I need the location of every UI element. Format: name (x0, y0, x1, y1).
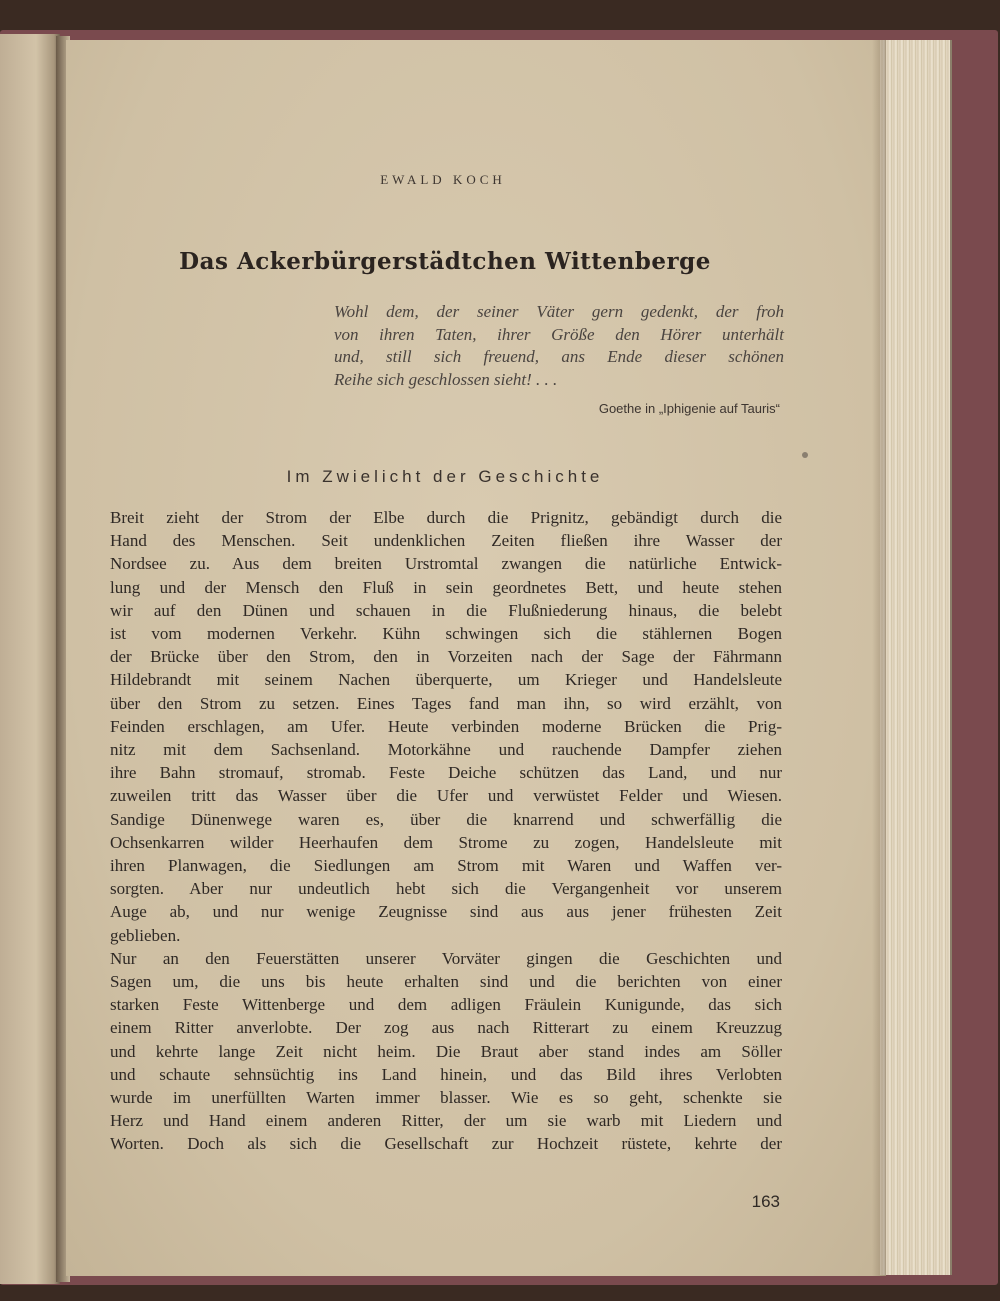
body-line: zuweilen tritt das Wasser über die Ufer und verwüstet Felder und Wiesen. (110, 786, 782, 806)
body-line: Ochsenkarren wilder Heerhaufen dem Strome zu zogen, Handelsleute mit (110, 832, 782, 852)
body-line: ihren Planwagen, die Siedlungen am Strom mit Waren und Waffen ver- (110, 856, 782, 876)
author-name: EWALD KOCH (380, 172, 506, 187)
body-line: wir auf den Dünen und schauen in die Flußniederung hinaus, die belebt (110, 600, 782, 620)
body-line: Feinden erschlagen, am Ufer. Heute verbinden moderne Brücken die Prig- (110, 716, 782, 736)
epigraph (334, 301, 784, 391)
body-line: Auge ab, und nur wenige Zeugnisse sind aus aus jener frühesten Zeit (110, 902, 782, 922)
body-line: Hand des Menschen. Seit undenklichen Zeiten fließen ihre Wasser der (110, 531, 782, 551)
body-line: Sagen um, die uns bis heute erhalten sind und die berichten von einer (110, 972, 782, 992)
body-line: geblieben. (110, 925, 181, 945)
epigraph-attribution: Goethe in „Iphigenie auf Tauris“ (598, 401, 780, 416)
body-line: der Brücke über den Strom, den in Vorzeiten nach der Sage der Fährmann (110, 647, 782, 667)
body-line: nitz mit dem Sachsenland. Motorkähne und rauchende Dampfer ziehen (110, 740, 782, 760)
paper-speck (802, 452, 808, 458)
epigraph-line: Reihe sich geschlossen sieht! . . . (334, 369, 558, 389)
body-line: Hildebrandt mit seinem Nachen überquerte, um Krieger und Handelsleute (110, 670, 782, 690)
left-page-edge (0, 34, 60, 1284)
body-line: über den Strom zu setzen. Eines Tages fand man ihn, so wird erzählt, von (110, 693, 782, 713)
body-line: und schaute sehnsüchtig ins Land hinein, und das Bild ihres Verlobten (110, 1064, 782, 1084)
body-line: Nur an den Feuerstätten unserer Vorväter gingen die Geschichten und (110, 948, 782, 968)
page-edge-shadow (872, 40, 886, 1276)
body-line: einem Ritter anverlobte. Der zog aus nach Ritterart zu einem Kreuzzug (110, 1018, 782, 1038)
chapter-title: Das Ackerbürgerstädtchen Wittenberge (179, 248, 711, 275)
body-line: ist vom modernen Verkehr. Kühn schwingen sich die stählernen Bogen (110, 624, 782, 644)
body-line: Nordsee zu. Aus dem breiten Urstromtal zwangen die natürliche Entwick- (110, 554, 782, 574)
page-number: 163 (751, 1192, 780, 1211)
body-line: Sandige Dünenwege waren es, über die knarrend und schwerfällig die (110, 809, 782, 829)
body-line: sorgten. Aber nur undeutlich hebt sich die Vergangenheit vor unserem (110, 879, 782, 899)
epigraph-line: von ihren Taten, ihrer Größe den Hörer unterhält (334, 324, 784, 344)
body-text (110, 506, 782, 1156)
body-line: und kehrte lange Zeit nicht heim. Die Braut aber stand indes am Söller (110, 1041, 782, 1061)
body-line: Worten. Doch als sich die Gesellschaft zur Hochzeit rüstete, kehrte der (110, 1134, 782, 1154)
body-line: wurde im unerfüllten Warten immer blasser. Wie es so geht, schenkte sie (110, 1088, 782, 1108)
body-line: lung und der Mensch den Fluß in sein geordnetes Bett, und heute stehen (110, 577, 782, 597)
body-line: Herz und Hand einem anderen Ritter, der um sie warb mit Liedern und (110, 1111, 782, 1131)
epigraph-line: Wohl dem, der seiner Väter gern gedenkt, der froh (334, 302, 784, 321)
body-line: ihre Bahn stromauf, stromab. Feste Deiche schützen das Land, und nur (110, 763, 782, 783)
body-line: starken Feste Wittenberge und dem adligen Fräulein Kunigunde, das sich (110, 995, 782, 1015)
epigraph-line: und, still sich freuend, ans Ende dieser schönen (334, 347, 784, 366)
body-line: Breit zieht der Strom der Elbe durch die Prignitz, gebändigt durch die (110, 508, 782, 527)
section-heading: Im Zwielicht der Geschichte (286, 467, 604, 486)
page-fore-edge (880, 40, 952, 1275)
